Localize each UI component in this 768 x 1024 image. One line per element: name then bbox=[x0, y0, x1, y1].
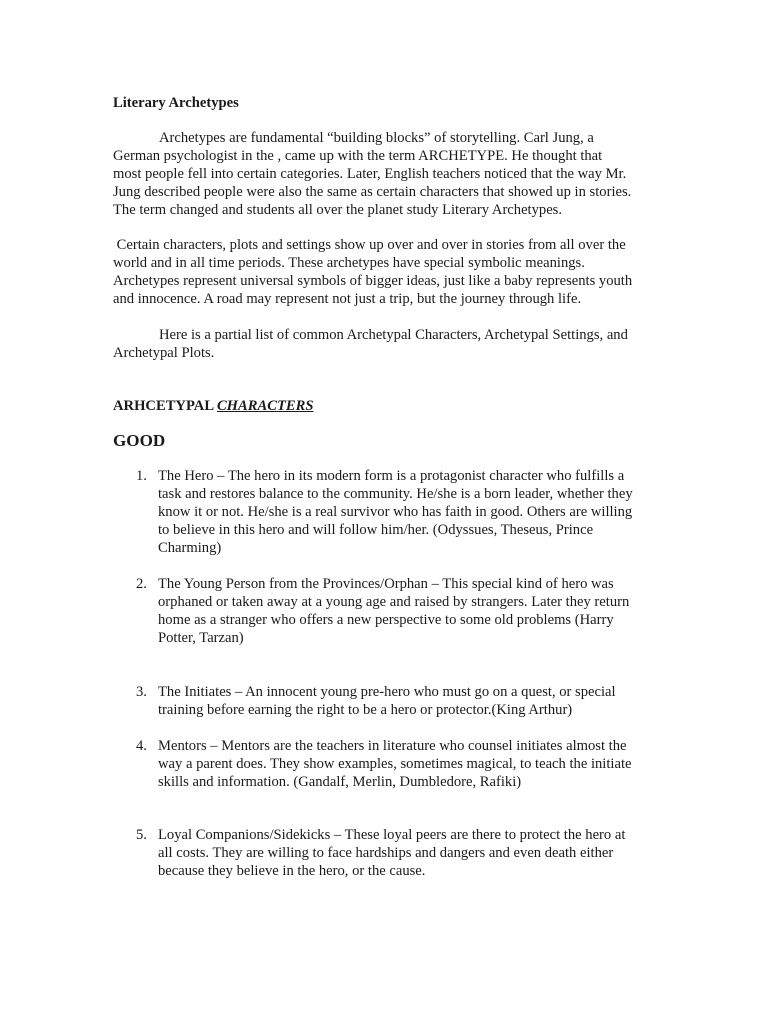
intro-paragraph bbox=[113, 129, 653, 219]
list-number: 3. bbox=[136, 684, 147, 700]
list-number: 4. bbox=[136, 738, 147, 754]
list-number: 1. bbox=[136, 468, 147, 484]
list-item-line: Loyal Companions/Sidekicks – These loyal peers are there to protect the hero at bbox=[158, 827, 626, 843]
paragraph-line: The term changed and students all over the planet study Literary Archetypes. bbox=[113, 202, 563, 218]
list-item-line: Potter, Tarzan) bbox=[158, 630, 244, 646]
list-item-line: Mentors – Mentors are the teachers in literature who counsel initiates almost the bbox=[158, 738, 627, 754]
paragraph-line: Here is a partial list of common Archetypal Characters, Archetypal Settings, and bbox=[159, 327, 628, 343]
paragraph-line: world and in all time periods. These archetypes have special symbolic meanings. bbox=[113, 255, 585, 271]
list-item-line: training before earning the right to be a hero or protector.(King Arthur) bbox=[158, 702, 573, 718]
paragraph-line: and innocence. A road may represent not just a trip, but the journey through life. bbox=[113, 291, 582, 307]
list-item-line: know it or not. He/she is a real survivor who has faith in good. Others are willing bbox=[158, 504, 633, 520]
subheading-good: GOOD bbox=[113, 431, 166, 450]
paragraph-line: German psychologist in the , came up with the term ARCHETYPE. He thought that bbox=[113, 148, 603, 164]
partial-list-paragraph bbox=[113, 326, 653, 362]
paragraph-line: Archetypal Plots. bbox=[113, 345, 215, 361]
document-title: Literary Archetypes bbox=[113, 95, 239, 111]
section-heading-prefix: ARHCETYPAL bbox=[113, 398, 217, 414]
list-number: 2. bbox=[136, 576, 147, 592]
paragraph-line: Archetypes are fundamental “building blocks” of storytelling. Carl Jung, a bbox=[159, 130, 594, 146]
section-heading bbox=[113, 397, 313, 415]
section-heading-emphasis: CHARACTERS bbox=[216, 398, 314, 414]
paragraph-line: Jung described people were also the same as certain characters that showed up in stories. bbox=[113, 184, 632, 200]
list-number: 5. bbox=[136, 827, 147, 843]
list-item-line: all costs. They are willing to face hardships and dangers and even death either bbox=[158, 845, 614, 861]
list-item-line: task and restores balance to the community. He/she is a born leader, whether they bbox=[158, 486, 633, 502]
list-item-line: skills and information. (Gandalf, Merlin, Dumbledore, Rafiki) bbox=[158, 774, 522, 790]
list-item-line: The Young Person from the Provinces/Orphan – This special kind of hero was bbox=[158, 576, 614, 592]
paragraph-line: most people fell into certain categories. Later, English teachers noticed that the way Mr. bbox=[113, 166, 627, 182]
list-item-line: Charming) bbox=[158, 540, 222, 556]
paragraph-line: Archetypes represent universal symbols of bigger ideas, just like a baby represents youth bbox=[113, 273, 633, 289]
list-item-line: The Hero – The hero in its modern form is a protagonist character who fulfills a bbox=[158, 468, 625, 484]
list-item-line: to believe in this hero and will follow him/her. (Odyssues, Theseus, Prince bbox=[158, 522, 594, 538]
list-item-line: orphaned or taken away at a young age and raised by strangers. Later they return bbox=[158, 594, 630, 610]
paragraph-line: Certain characters, plots and settings show up over and over in stories from all over the bbox=[113, 237, 626, 253]
list-item-line: way a parent does. They show examples, sometimes magical, to teach the initiate bbox=[158, 756, 632, 772]
list-item-line: home as a stranger who offers a new perspective to some old problems (Harry bbox=[158, 612, 614, 628]
list-item-line: The Initiates – An innocent young pre-hero who must go on a quest, or special bbox=[158, 684, 616, 700]
archetypes-paragraph bbox=[113, 236, 653, 308]
list-item-line: because they believe in the hero, or the cause. bbox=[158, 863, 426, 879]
